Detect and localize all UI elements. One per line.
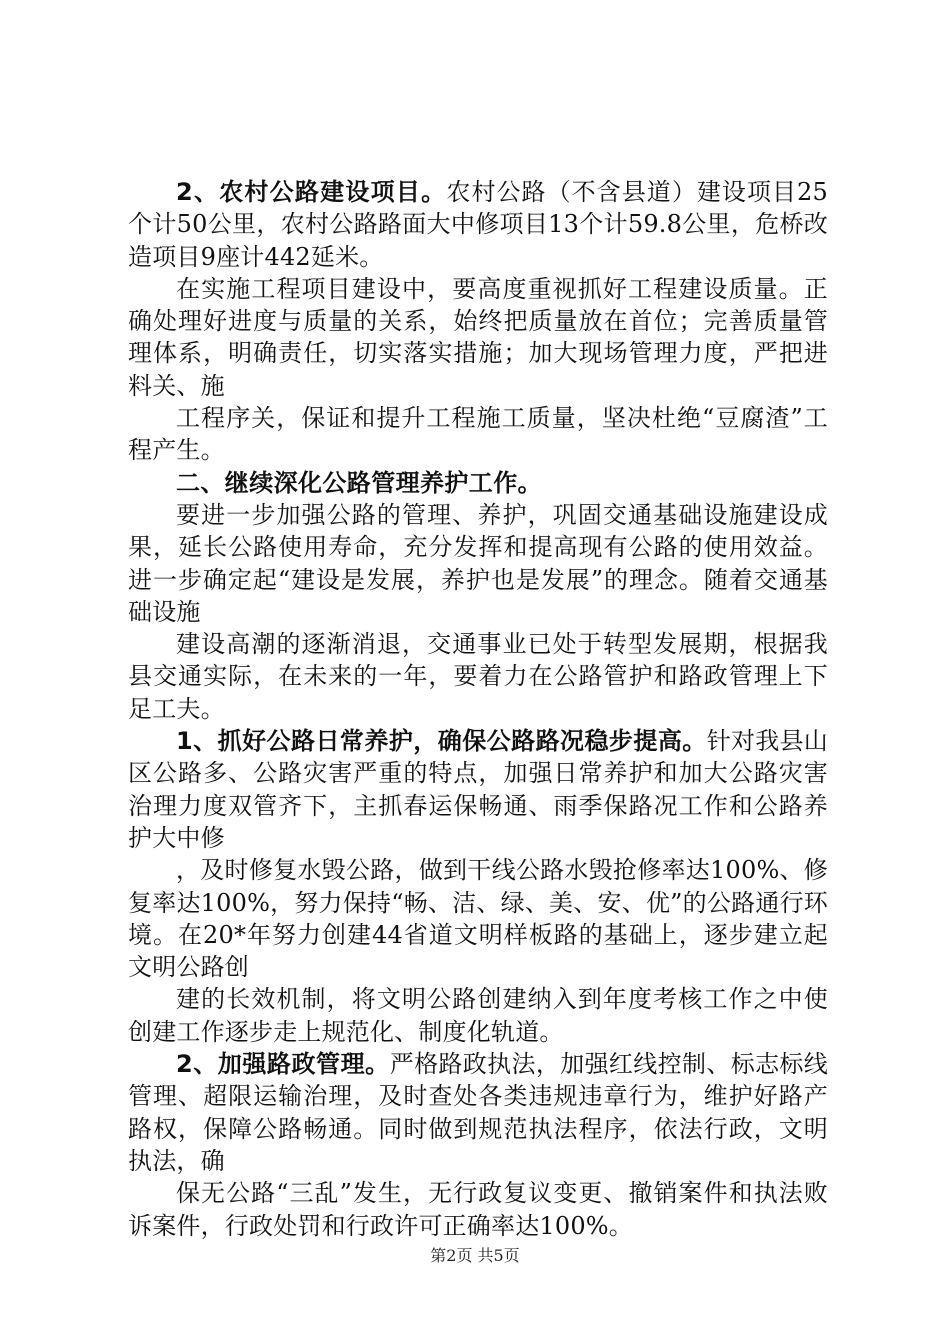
paragraph-transition	[128, 628, 828, 725]
paragraph-lead: 1、抓好公路日常养护，确保公路路况稳步提高。	[176, 727, 707, 756]
paragraph-enforcement	[128, 1177, 828, 1242]
section-heading: 二、继续深化公路管理养护工作。	[176, 468, 542, 497]
paragraph-text: 建设高潮的逐渐消退，交通事业已处于转型发展期，根据我县交通实际，在未来的一年，要着力在公路管护和路政管理上下足工夫。	[128, 630, 828, 723]
paragraph-rural-road-projects	[128, 176, 828, 273]
paragraph-text: ，及时修复水毁公路，做到干线公路水毁抢修率达100%、修复率达100%，努力保持“畅、洁、绿、美、安、优”的公路通行环境。在20*年努力创建44省道文明样板路的基础上，逐步建立起文明公路创	[128, 856, 828, 982]
paragraph-text: 针对我县山区公路多、公路灾害严重的特点，加强日常养护和加大公路灾害治理力度双管齐下，主抓春运保畅通、雨季保路况工作和公路养护大中修	[128, 727, 829, 852]
paragraph-lead: 2、农村公路建设项目。	[176, 178, 447, 206]
paragraph-lead: 2、加强路政管理。	[176, 1050, 390, 1079]
paragraph-text: 要进一步加强公路的管理、养护，巩固交通基础设施建设成果，延长公路使用寿命，充分发挥和提高现有公路的使用效益。进一步确定起“建设是发展，养护也是发展”的理念。随着交通基础设施	[128, 500, 828, 626]
paragraph-daily-maintenance	[128, 725, 828, 854]
paragraph-maintenance	[128, 499, 828, 628]
document-body	[128, 176, 828, 1242]
paragraph-mechanism	[128, 983, 828, 1048]
paragraph-text: 农村公路（不含县道）建设项目25个计50公里，农村公路路面大中修项目13个计59.8公里，危桥改造项目9座计442延米。	[128, 178, 828, 271]
paragraph-road-administration	[128, 1048, 828, 1177]
paragraph-text: 在实施工程项目建设中，要高度重视抓好工程建设质量。正确处理好进度与质量的关系，始终把质量放在首位；完善质量管理体系，明确责任，切实落实措施；加大现场管理力度，严把进料关、施	[128, 274, 828, 400]
paragraph-text: 保无公路“三乱”发生，无行政复议变更、撤销案件和执法败诉案件，行政处罚和行政许可正确率达100%。	[128, 1179, 828, 1240]
paragraph-text: 建的长效机制，将文明公路创建纳入到年度考核工作之中使创建工作逐步走上规范化、制度化轨道。	[128, 985, 828, 1046]
paragraph-repair	[128, 854, 828, 983]
paragraph-quality	[128, 273, 828, 402]
paragraph-text: 工程序关，保证和提升工程施工质量，坚决杜绝“豆腐渣”工程产生。	[128, 404, 828, 465]
page-number-footer: 第2页 共5页	[430, 1246, 520, 1265]
paragraph-text: 严格路政执法，加强红线控制、标志标线管理、超限运输治理，及时查处各类违规违章行为，维护好路产路权，保障公路畅通。同时做到规范执法程序，依法行政，文明执法，确	[128, 1050, 828, 1175]
paragraph-quality-cont	[128, 402, 828, 467]
